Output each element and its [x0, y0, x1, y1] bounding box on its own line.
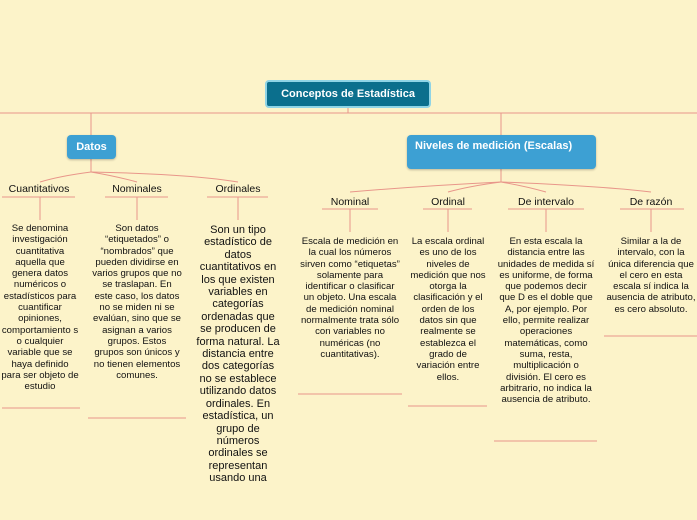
branch-ordinales — [91, 172, 238, 182]
subtopic-nominales[interactable]: Nominales — [112, 183, 162, 195]
main-topic-datos[interactable]: Datos — [67, 135, 116, 159]
branch-razon — [501, 182, 651, 192]
main-topic-niveles-medicion[interactable]: Niveles de medición (Escalas) — [407, 135, 596, 169]
branch-nominal — [350, 182, 501, 192]
subtopic-de-razon[interactable]: De razón — [629, 196, 673, 208]
description-cuantitativos: Se denomina investigación cuantitativa aquella que genera datos numéricos o estadísticos para cuantificar opiniones, comportamiento s o cualquier variable que se haya definido para ser objeto de estudio — [1, 223, 79, 393]
subtopic-cuantitativos[interactable]: Cuantitativos — [8, 183, 70, 195]
branch-cuantitativos — [40, 172, 91, 182]
subtopic-ordinales[interactable]: Ordinales — [215, 183, 261, 195]
central-topic[interactable]: Conceptos de Estadística — [265, 80, 431, 108]
description-de-razon: Similar a la de intervalo, con la única diferencia que el cero en esta escala sí indica la ausencia de atributo, es cero absoluto. — [606, 236, 696, 315]
description-de-intervalo: En esta escala la distancia entre las unidades de medida sí es uniforme, de forma que podemos decir que D es el doble que A, por ejemplo. Por ello, permite realizar operaciones matemáticas, como suma, resta, multiplicación o división. El cero es arbitrario, no indica la ausencia de atributo. — [497, 236, 595, 406]
description-nominal: Escala de medición en la cual los números sirven como “etiquetas” solamente para identificar o clasificar un objeto. Una escala de medición nominal normalmente trata sólo con variables no numéricas (no cuantitativas). — [300, 236, 400, 360]
subtopic-de-intervalo[interactable]: De intervalo — [517, 196, 575, 208]
description-ordinales: Son un tipo estadístico de datos cuantitativos en los que existen variables en categorías ordenadas que se producen de forma natural. La distancia entre dos categorías no se establece utilizando datos ordinales. En estadística, un grupo de números ordinales se representan usando una — [196, 224, 280, 485]
subtopic-ordinal[interactable]: Ordinal — [431, 196, 465, 208]
description-ordinal: La escala ordinal es uno de los niveles de medición que nos otorga la clasificación y el orden de los datos sin que realmente se establezca el grado de variación entre ellos. — [410, 236, 486, 383]
subtopic-nominal[interactable]: Nominal — [330, 196, 370, 208]
description-nominales: Son datos “etiquetados” o “nombrados” que pueden dividirse en varios grupos que no se traslapan. En este caso, los datos no se miden ni se evalúan, sino que se asignan a varios grupos. Estos grupos son únicos y no tienen elementos comunes. — [92, 223, 182, 381]
